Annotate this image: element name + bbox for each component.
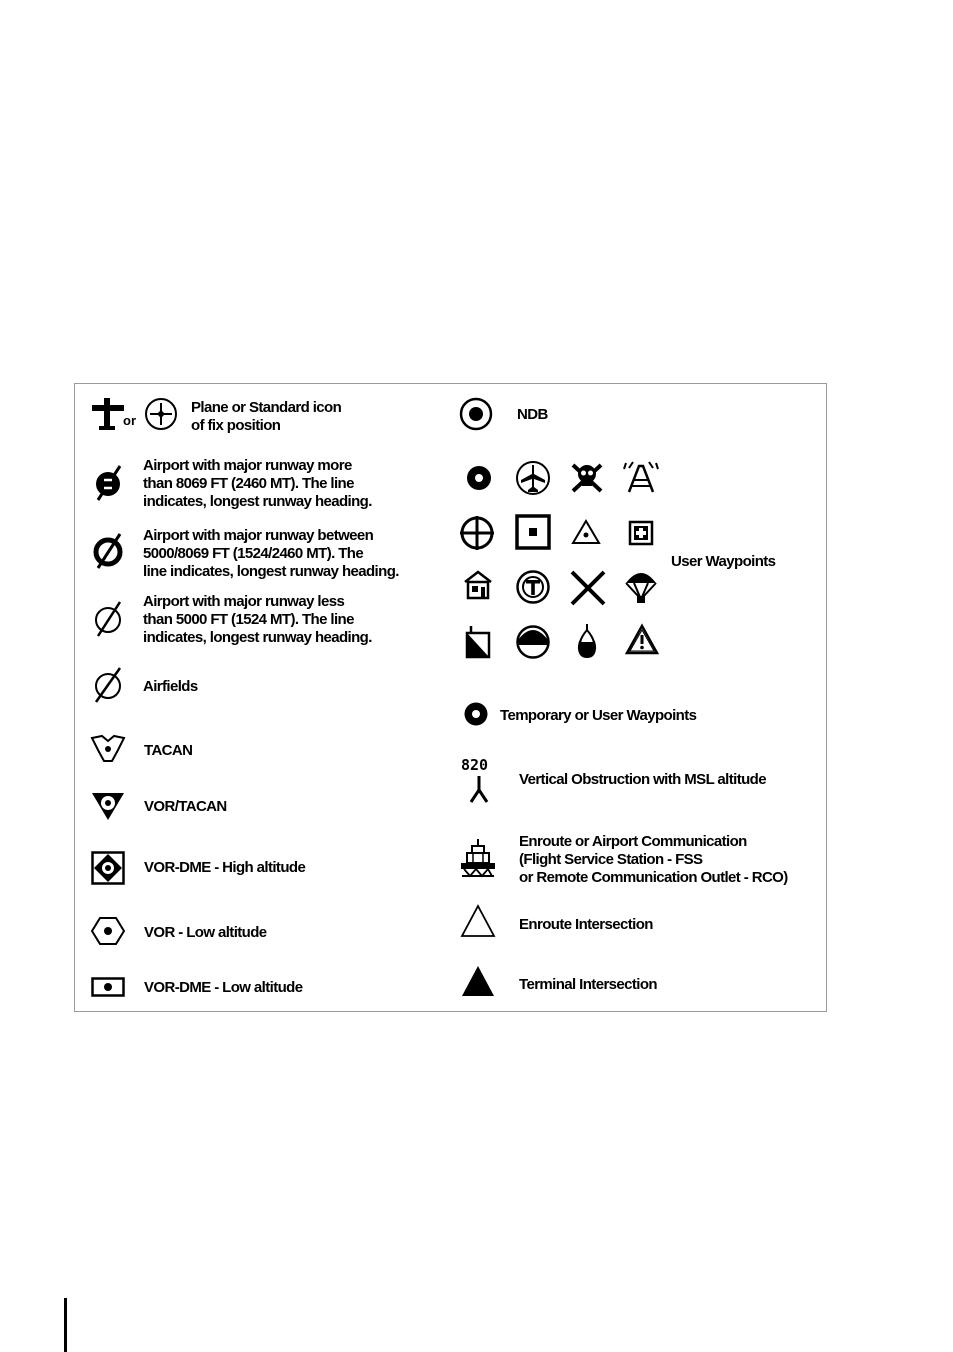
t-circle-icon [515, 569, 551, 605]
tacan-label: TACAN [144, 742, 193, 759]
x-mark-icon [569, 569, 607, 607]
communication-tower-icon [460, 838, 496, 878]
user-waypoints-label: User Waypoints [671, 553, 776, 570]
plane-icon [91, 397, 125, 435]
airport-medium-runway-icon [92, 532, 126, 570]
dot-waypoint-icon [465, 464, 493, 492]
obstruction-altitude: 820 [461, 756, 489, 774]
vor-dme-low-icon [91, 977, 125, 997]
crosshair-circle-icon [459, 515, 495, 551]
first-aid-icon [628, 520, 654, 546]
symbol-legend [74, 383, 827, 1012]
square-dot-icon [515, 514, 551, 550]
airport-major-runway-icon [92, 464, 126, 502]
parachute-icon [624, 569, 658, 605]
airport-major-label: Airport with major runway more than 8069 FT (2460 MT). The line indicates, longest runway heading. [143, 457, 372, 510]
vor-dme-low-label: VOR-DME - Low altitude [144, 979, 303, 996]
plane-circle-icon [515, 460, 551, 496]
droplet-icon [575, 622, 599, 660]
airfield-label: Airfields [143, 678, 198, 695]
enroute-intersection-label: Enroute Intersection [519, 916, 653, 933]
vor-low-icon [91, 916, 125, 946]
small-triangle-icon [571, 518, 601, 546]
airport-medium-label: Airport with major runway between 5000/8069 FT (1524/2460 MT). The line indicates, longest runway heading. [143, 527, 399, 580]
vor-dme-high-label: VOR-DME - High altitude [144, 859, 306, 876]
ndb-icon [459, 397, 493, 431]
temporary-waypoint-label: Temporary or User Waypoints [500, 707, 697, 724]
ndb-label: NDB [517, 406, 548, 423]
page-margin-bar [64, 1298, 67, 1352]
vortac-icon [90, 790, 126, 822]
helmet-icon [515, 624, 551, 660]
or-label: or [123, 413, 136, 428]
communication-label: Enroute or Airport Communication (Flight Service Station - FSS or Remote Communication Outlet - RCO) [519, 833, 788, 886]
vor-dme-high-icon [91, 851, 125, 885]
obstruction-icon [468, 774, 490, 804]
airport-small-runway-icon [92, 600, 126, 638]
tower-antenna-icon [623, 460, 659, 494]
house-icon [463, 570, 493, 600]
flag-square-icon [465, 625, 491, 659]
vor-low-label: VOR - Low altitude [144, 924, 267, 941]
temporary-waypoint-icon [463, 701, 489, 727]
vortac-label: VOR/TACAN [144, 798, 227, 815]
airfield-icon [92, 666, 126, 704]
airport-small-label: Airport with major runway less than 5000 FT (1524 MT). The line indicates, longest runway heading. [143, 593, 372, 646]
open-triangle-icon [460, 904, 496, 938]
plane-label: Plane or Standard icon of fix position [191, 399, 342, 434]
filled-triangle-icon [460, 964, 496, 998]
tacan-icon [90, 734, 126, 764]
terminal-intersection-label: Terminal Intersection [519, 976, 657, 993]
skull-crossbones-icon [571, 461, 603, 493]
warning-triangle-icon [625, 624, 659, 656]
standard-fix-icon [144, 397, 178, 431]
obstruction-label: Vertical Obstruction with MSL altitude [519, 771, 766, 788]
